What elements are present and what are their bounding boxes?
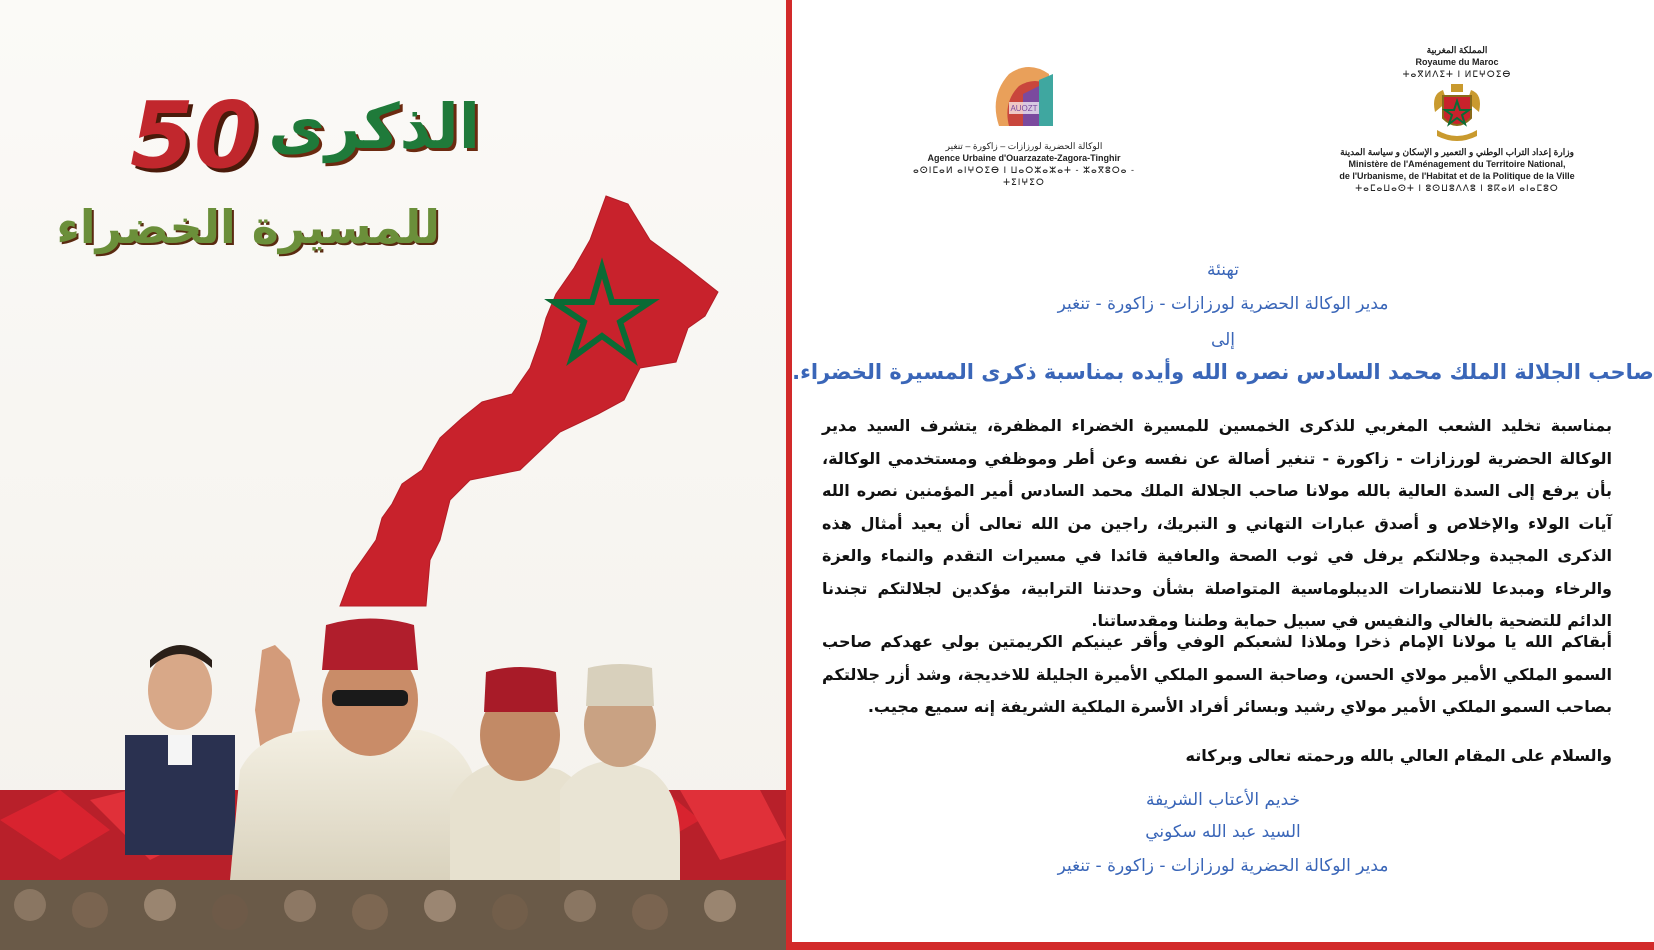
letter-paragraph-1: بمناسبة تخليد الشعب المغربي للذكرى الخمسين للمسيرة الخضراء المظفرة، يتشرف السيد مدير الوكالة الحضرية لورزازات - زاكورة - تنغير أصالة عن نفسه وعن أطر وموظفي ومستخدمي الوكالة، بأن يرفع إلى السدة العالية بالله مولانا صاحب الجلالة الملك محمد السادس أمير المؤمنين نصره الله آيات الولاء والإخلاص و أصدق عبارات التهاني و التبريك، راجين من الله تعالى أن يعيد أمثال هذه الذكرى المجيدة وجلالتكم يرفل في ثوب الصحة والعافية قائدا في مسيرات التقدم والنماء والعزة والرخاء ومبدعا للانتصارات الديبلوماسية المتواصلة بشأن وحدتنا الترابية، مؤكدين لجلالتكم تجندنا الدائم للتضحية بالغالي والنفيس في سبيل حماية وطننا ومقدساتنا.	[822, 416, 1612, 630]
signature-position: مدير الوكالة الحضرية لورزازات - زاكورة - تنغير	[1057, 856, 1389, 876]
kingdom-name-fr: Royaume du Maroc	[1415, 57, 1499, 67]
morocco-map-icon	[340, 196, 718, 606]
signature-name: السيد عبد الله سكوني	[1145, 822, 1301, 842]
agency-name-fr: Agence Urbaine d'Ouarzazate-Zagora-Tinghir	[927, 153, 1121, 163]
royal-coat-of-arms-icon	[1427, 82, 1487, 144]
ministry-name-ar: وزارة إعداد التراب الوطني و التعمير و الإسكان و سياسة المدينة	[1340, 147, 1574, 157]
agency-logo-block	[904, 56, 1144, 188]
green-march-poster	[0, 0, 786, 950]
letter-bottom-border	[792, 942, 1654, 950]
letter-heading: تهنئة	[1207, 260, 1239, 280]
ministry-name-tifinagh: ⵜⴰⵎⴰⵡⴰⵙⵜ ⵏ ⵓⵙⵡⵓⴷⴷⵓ ⵏ ⵓⴽⴰⵍ ⴰⵏⴰⵎⵓⵔ	[1355, 183, 1559, 193]
agency-name-tifinagh: ⴰⵙⵏⵎⴰⵍ ⴰⵏⵖⵔⵉⴱ ⵏ ⵡⴰⵔⵣⴰⵣⴰⵜ - ⵣⴰⴳⵓⵔⴰ - ⵜⵉⵏⵖⵉⵔ	[912, 165, 1135, 187]
agency-logo-icon	[979, 56, 1069, 136]
poster-title-number: 50	[130, 82, 259, 189]
agency-name-ar: الوكالة الحضرية لورزازات – زاكورة – تنغير	[945, 141, 1103, 151]
letter-to-word: إلى	[1210, 330, 1236, 350]
letter-closing: والسلام على المقام العالي بالله ورحمته تعالى وبركاته	[1185, 746, 1612, 765]
kingdom-name-tifinagh: ⵜⴰⴳⵍⴷⵉⵜ ⵏ ⵍⵎⵖⵔⵉⴱ	[1402, 69, 1512, 79]
ministry-name-fr-line1: Ministère de l'Aménagement du Territoire National,	[1348, 159, 1566, 169]
congratulations-letter	[792, 0, 1654, 942]
poster-artwork	[0, 0, 786, 950]
ministry-logo-block	[1292, 44, 1622, 194]
portrait-figures-artwork	[125, 619, 680, 881]
poster-title-word: الذكرى	[268, 90, 480, 163]
agency-badge-text: AUOZT	[1010, 104, 1038, 113]
letter-paragraph-2: أبقاكم الله يا مولانا الإمام ذخرا وملاذا لشعبكم الوفي وأقر عينيكم الكريمتين بولي عهدكم صاحب السمو الملكي الأمير مولاي الحسن، وصاحبة السمو الملكي الأميرة الجليلة للاخديجة، وشد أزر جلالتكم بصاحب السمو الملكي الأمير مولاي رشيد وبسائر أفراد الأسرة الملكية الشريفة إنه سميع مجيب.	[822, 632, 1612, 716]
letter-sender: مدير الوكالة الحضرية لورزازات - زاكورة - تنغير	[1057, 294, 1389, 314]
signature-title: خديم الأعتاب الشريفة	[1145, 790, 1301, 810]
kingdom-name-ar: المملكة المغربية	[1426, 45, 1488, 55]
ministry-name-fr-line2: de l'Urbanisme, de l'Habitat et de la Politique de la Ville	[1339, 171, 1575, 181]
poster-title-green-march: للمسيرة الخضراء	[56, 200, 440, 254]
letter-recipient: صاحب الجلالة الملك محمد السادس نصره الله وأيده بمناسبة ذكرى المسيرة الخضراء.	[792, 360, 1654, 384]
